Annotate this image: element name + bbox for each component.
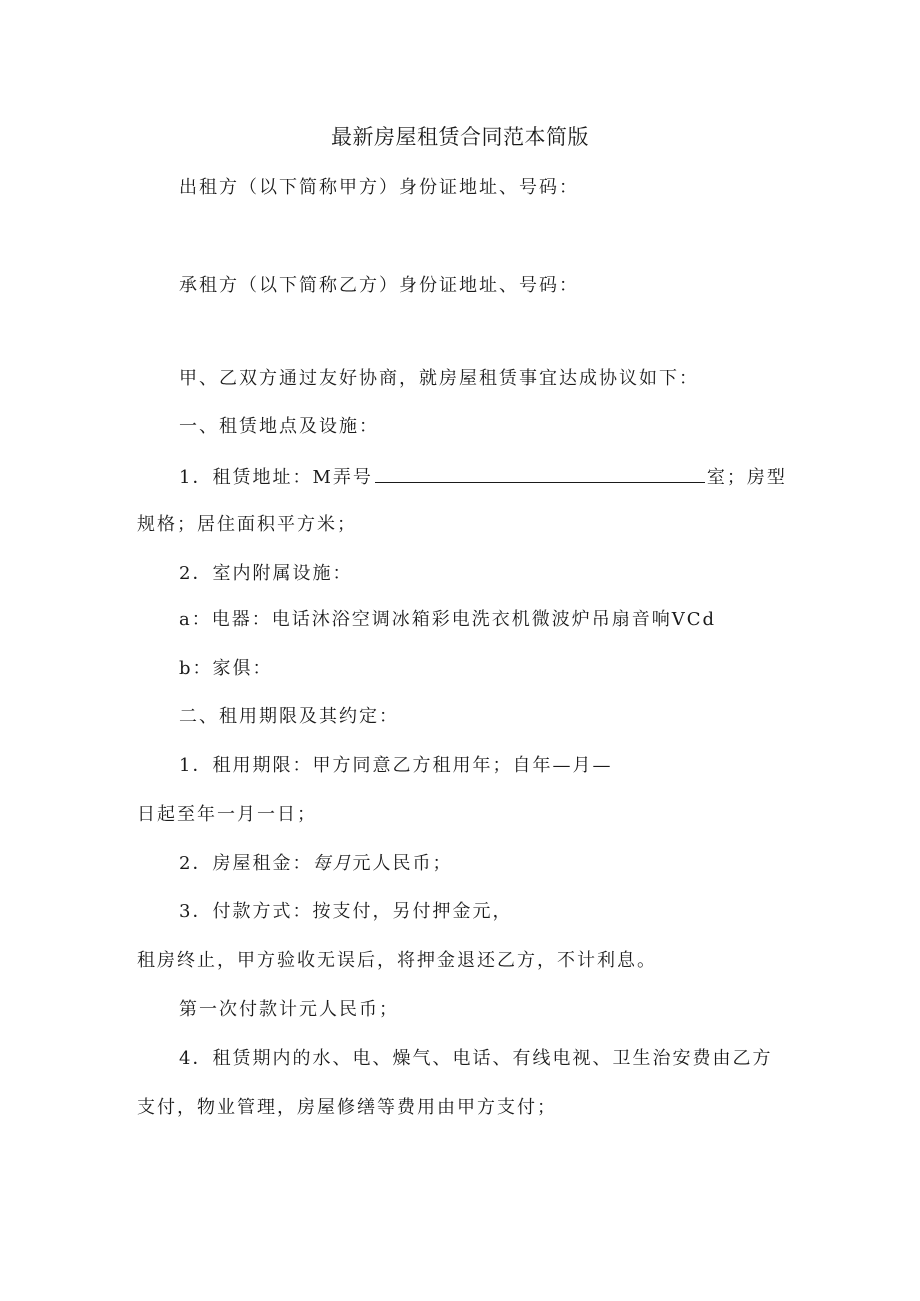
lessee-line: 承租方（以下简称乙方）身份证地址、号码： xyxy=(179,275,579,296)
section1-item1-cont: 规格；居住面积平方米； xyxy=(137,514,357,535)
item2-italic: 每月 xyxy=(312,853,353,874)
section2-item3: 3．付款方式：按支付，另付押金元， xyxy=(179,901,513,922)
item2-suffix: 元人民币； xyxy=(352,853,453,874)
section2-item4: 4．租赁期内的水、电、燥气、电话、有线电视、卫生治安费由乙方 xyxy=(179,1048,773,1069)
section1-item1 xyxy=(179,462,787,492)
address-blank-line xyxy=(375,462,705,483)
section1-heading: 一、租赁地点及设施： xyxy=(179,416,379,437)
section1-item2: 2．室内附属设施： xyxy=(179,563,353,584)
item1-prefix: 1．租赁地址：M弄号 xyxy=(179,467,373,488)
item1-suffix: 室；房型 xyxy=(706,467,787,488)
document-title: 最新房屋租赁合同范本简版 xyxy=(331,125,589,149)
item2-prefix: 2．房屋租金： xyxy=(179,853,313,874)
section1-item-b: b：家俱： xyxy=(179,658,273,679)
section2-item1-cont: 日起至年一月一日； xyxy=(137,804,317,825)
section2-item3-cont: 租房终止，甲方验收无误后，将押金退还乙方，不计利息。 xyxy=(137,950,657,971)
intro-paragraph: 甲、乙双方通过友好协商，就房屋租赁事宜达成协议如下： xyxy=(179,368,699,389)
first-payment-line: 第一次付款计元人民币； xyxy=(179,999,399,1020)
lessor-line: 出租方（以下简称甲方）身份证地址、号码： xyxy=(179,177,579,198)
section2-item4-cont: 支付，物业管理，房屋修缮等费用由甲方支付； xyxy=(137,1097,557,1118)
section1-item-a: a：电器：电话沐浴空调冰箱彩电洗衣机微波炉吊扇音响VCd xyxy=(179,609,717,630)
section2-item1: 1．租用期限：甲方同意乙方租用年；自年—月— xyxy=(179,755,613,776)
section2-item2 xyxy=(179,850,452,878)
section2-heading: 二、租用期限及其约定： xyxy=(179,706,399,727)
